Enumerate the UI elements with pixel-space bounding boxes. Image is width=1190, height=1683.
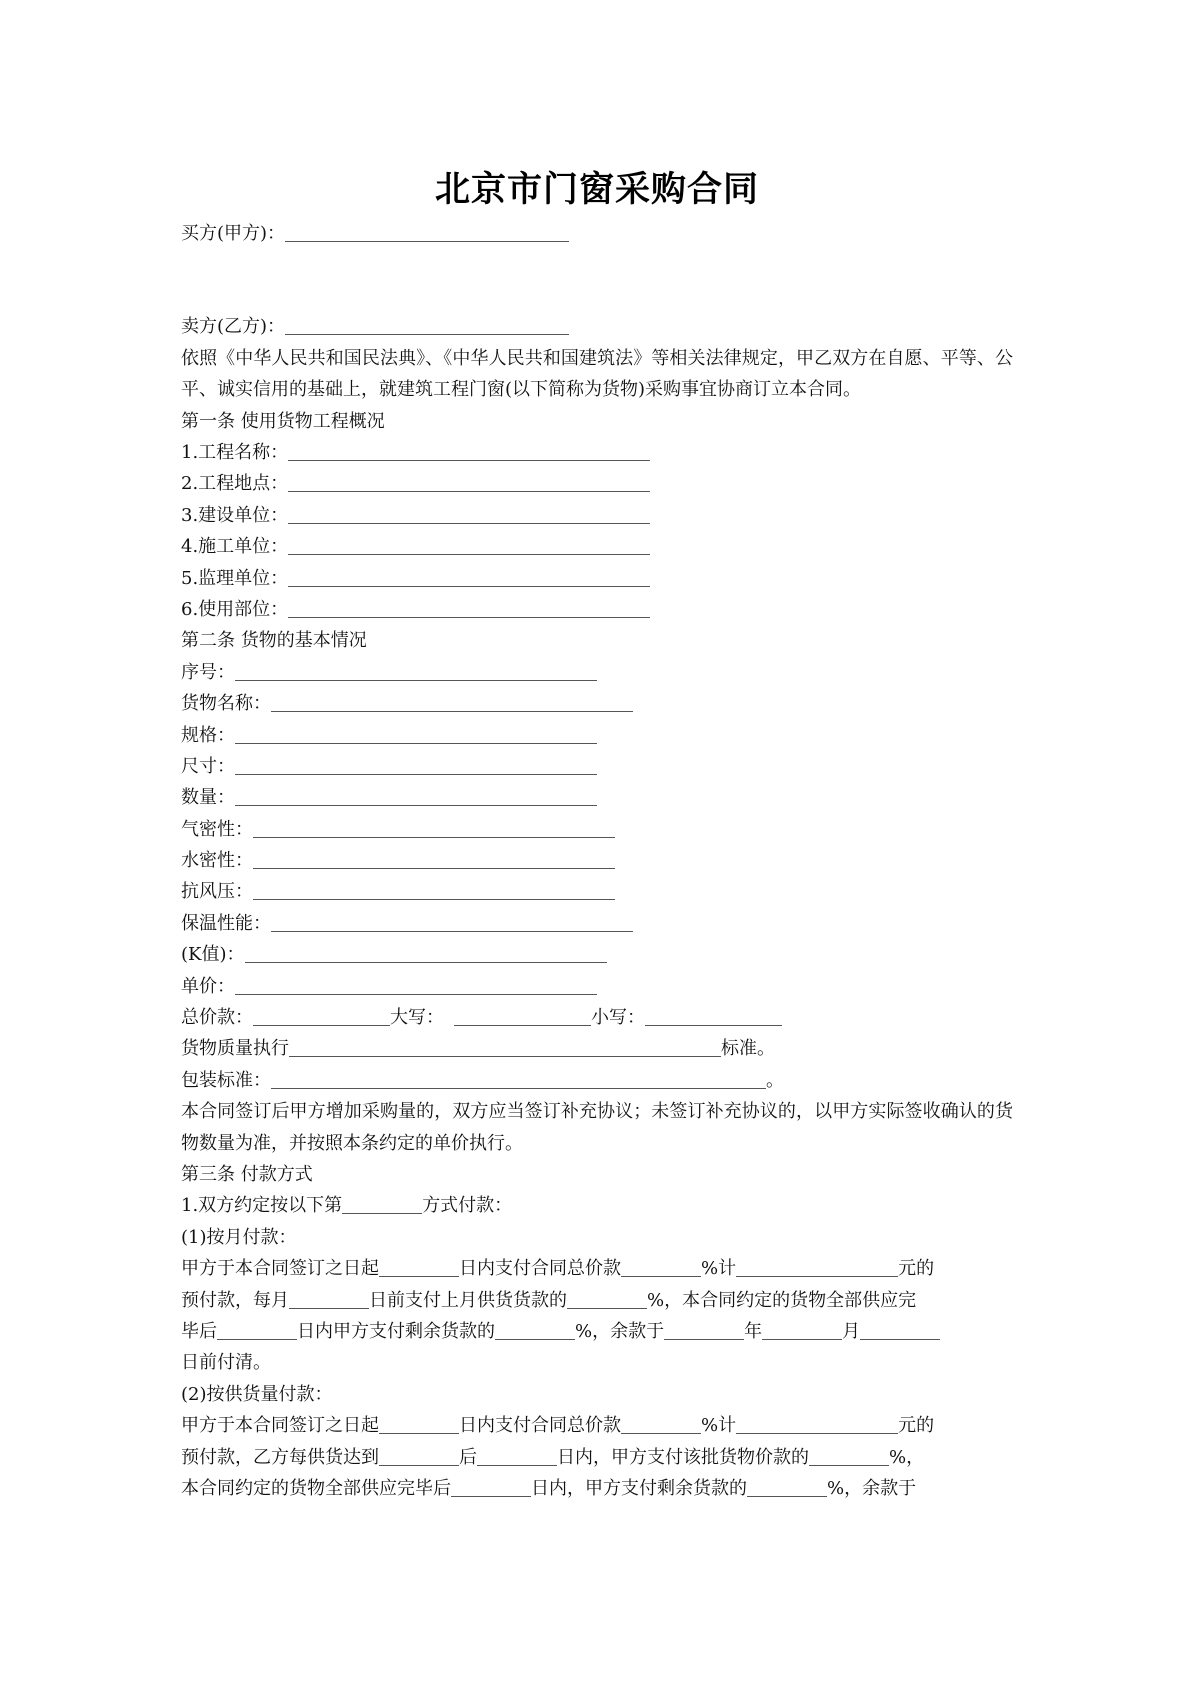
article1-heading: 第一条 使用货物工程概况 [181, 410, 385, 432]
text: %，余款于 [827, 1477, 917, 1499]
wind-pressure-blank[interactable] [253, 880, 615, 900]
article3-heading: 第三条 付款方式 [181, 1164, 313, 1185]
blank[interactable] [664, 1320, 744, 1340]
article2-item [181, 657, 1013, 688]
field-label: 保温性能： [181, 912, 271, 934]
article2-item [181, 814, 1013, 845]
article1-item [181, 500, 1013, 531]
article2-item [181, 876, 1013, 907]
monthly-line-3 [181, 1316, 1013, 1347]
document-title: 北京市门窗采购合同 [434, 170, 759, 210]
field-label: 气密性： [181, 818, 253, 840]
blank[interactable] [747, 1477, 827, 1497]
text: 后 [459, 1446, 477, 1468]
blank[interactable] [495, 1320, 575, 1340]
payment-method-line [181, 1190, 1013, 1221]
text: %，本合同约定的货物全部供应完 [647, 1289, 917, 1311]
by-volume-line-3 [181, 1473, 1013, 1504]
total-label: 总价款： [181, 1007, 253, 1029]
text: 本合同约定的货物全部供应完毕后 [181, 1477, 451, 1499]
blank[interactable] [451, 1477, 531, 1497]
by-volume-line-1 [181, 1410, 1013, 1441]
field-label: 序号： [181, 661, 235, 683]
packaging-blank[interactable] [271, 1069, 766, 1089]
article1-item [181, 594, 1013, 625]
supplement-paragraph: 本合同签订后甲方增加采购量的，双方应当签订补充协议；未签订补充协议的，以甲方实际签收确认的货物数量为准，并按照本条约定的单价执行。 [181, 1101, 1013, 1154]
blank[interactable] [762, 1320, 842, 1340]
article2-item [181, 720, 1013, 751]
supervisor-unit-blank[interactable] [288, 567, 650, 587]
size-blank[interactable] [235, 755, 597, 775]
blank[interactable] [621, 1414, 701, 1434]
method-number-blank[interactable] [342, 1194, 422, 1214]
text: 月 [842, 1320, 861, 1342]
text: 日内支付合同总价款 [459, 1415, 621, 1437]
text: 日前支付上月供货货款的 [369, 1289, 567, 1311]
seller-label: 卖方(乙方)： [181, 316, 286, 338]
article2-item [181, 751, 1013, 782]
buyer-blank[interactable] [285, 222, 569, 242]
buyer-line [181, 218, 1013, 249]
article2-item [181, 908, 1013, 939]
text: %计 [701, 1415, 737, 1437]
article1-item [181, 468, 1013, 499]
by-volume-heading: (2)按供货量付款： [181, 1383, 333, 1405]
field-label: 6.使用部位： [181, 598, 289, 620]
text: 元的 [898, 1258, 935, 1280]
article2-item [181, 688, 1013, 719]
goods-name-blank[interactable] [271, 692, 633, 712]
text: 方式付款： [422, 1195, 513, 1217]
field-label: 数量： [181, 787, 235, 809]
text: 日内，甲方支付该批货物价款的 [557, 1446, 809, 1468]
airtightness-blank[interactable] [253, 818, 615, 838]
seller-blank[interactable] [285, 315, 569, 335]
text: %计 [701, 1258, 737, 1280]
field-label: 货物名称： [181, 693, 271, 715]
blank[interactable] [379, 1446, 459, 1466]
monthly-line-2 [181, 1285, 1013, 1316]
article1-item [181, 563, 1013, 594]
quality-standard-blank[interactable] [289, 1037, 721, 1057]
blank[interactable] [379, 1257, 459, 1277]
watertightness-blank[interactable] [253, 849, 615, 869]
quality-suffix: 标准。 [721, 1038, 775, 1060]
blank[interactable] [860, 1320, 940, 1340]
text: 元的 [898, 1415, 935, 1437]
text: 毕后 [181, 1320, 217, 1342]
project-name-blank[interactable] [288, 441, 650, 461]
article2-item [181, 845, 1013, 876]
text: %， [889, 1446, 925, 1468]
blank[interactable] [379, 1414, 459, 1434]
seller-line [181, 311, 1013, 342]
field-label: 水密性： [181, 850, 253, 872]
quantity-blank[interactable] [235, 786, 597, 806]
total-price-line [181, 1002, 1013, 1033]
intro-paragraph: 依照《中华人民共和国民法典》、《中华人民共和国建筑法》等相关法律规定，甲乙双方在自愿、平等、公平、诚实信用的基础上，就建筑工程门窗(以下简称为货物)采购事宜协商订立本合同。 [181, 347, 1013, 401]
field-label: (K值)： [181, 944, 245, 966]
contract-page [181, 162, 1013, 1504]
text: 日内甲方支付剩余货款的 [297, 1320, 495, 1342]
builder-unit-blank[interactable] [288, 535, 650, 555]
project-location-blank[interactable] [288, 472, 650, 492]
text: %，余款于 [575, 1320, 665, 1342]
article1-item [181, 437, 1013, 468]
spec-blank[interactable] [235, 724, 597, 744]
k-value-blank[interactable] [245, 943, 607, 963]
uppercase-label: 大写： [390, 1007, 444, 1029]
text: 日内支付合同总价款 [459, 1258, 621, 1280]
text: 甲方于本合同签订之日起 [181, 1415, 379, 1437]
packaging-suffix: 。 [766, 1069, 784, 1091]
insulation-blank[interactable] [271, 912, 633, 932]
article2-item [181, 782, 1013, 813]
article2-heading: 第二条 货物的基本情况 [181, 630, 367, 652]
packaging-label: 包装标准： [181, 1069, 271, 1091]
field-label: 单价： [181, 975, 235, 997]
article2-item [181, 939, 1013, 970]
field-label: 抗风压： [181, 881, 253, 903]
text: 甲方于本合同签订之日起 [181, 1258, 379, 1280]
monthly-line-4: 日前付清。 [181, 1352, 271, 1374]
blank[interactable] [736, 1414, 898, 1434]
monthly-line-1 [181, 1253, 1013, 1284]
lowercase-label: 小写： [591, 1007, 645, 1029]
packaging-line [181, 1065, 1013, 1096]
monthly-heading: (1)按月付款： [181, 1226, 297, 1248]
field-label: 3.建设单位： [181, 504, 289, 526]
blank[interactable] [289, 1289, 369, 1309]
uppercase-blank[interactable] [454, 1006, 591, 1026]
text: 日内，甲方支付剩余货款的 [531, 1477, 747, 1499]
buyer-label: 买方(甲方)： [181, 223, 286, 244]
quality-line [181, 1033, 1013, 1064]
field-label: 1.工程名称： [181, 441, 289, 463]
by-volume-line-2 [181, 1442, 1013, 1473]
article2-item [181, 971, 1013, 1002]
construction-unit-blank[interactable] [288, 504, 650, 524]
field-label: 5.监理单位： [181, 567, 289, 589]
blank[interactable] [217, 1320, 297, 1340]
blank[interactable] [567, 1289, 647, 1309]
blank[interactable] [621, 1257, 701, 1277]
text: 预付款，乙方每供货达到 [181, 1446, 379, 1468]
usage-location-blank[interactable] [288, 598, 650, 618]
field-label: 2.工程地点： [181, 473, 289, 495]
article1-item [181, 531, 1013, 562]
quality-label: 货物质量执行 [181, 1038, 289, 1060]
field-label: 4.施工单位： [181, 536, 289, 558]
unit-price-blank[interactable] [235, 975, 597, 995]
blank[interactable] [736, 1257, 898, 1277]
field-label: 规格： [181, 724, 235, 746]
text: 年 [744, 1320, 763, 1342]
total-blank[interactable] [253, 1006, 390, 1026]
lowercase-blank[interactable] [645, 1006, 782, 1026]
field-label: 尺寸： [181, 755, 235, 777]
blank[interactable] [477, 1446, 557, 1466]
text: 预付款，每月 [181, 1289, 289, 1311]
text: 1.双方约定按以下第 [181, 1195, 343, 1217]
blank[interactable] [809, 1446, 889, 1466]
serial-blank[interactable] [235, 661, 597, 681]
